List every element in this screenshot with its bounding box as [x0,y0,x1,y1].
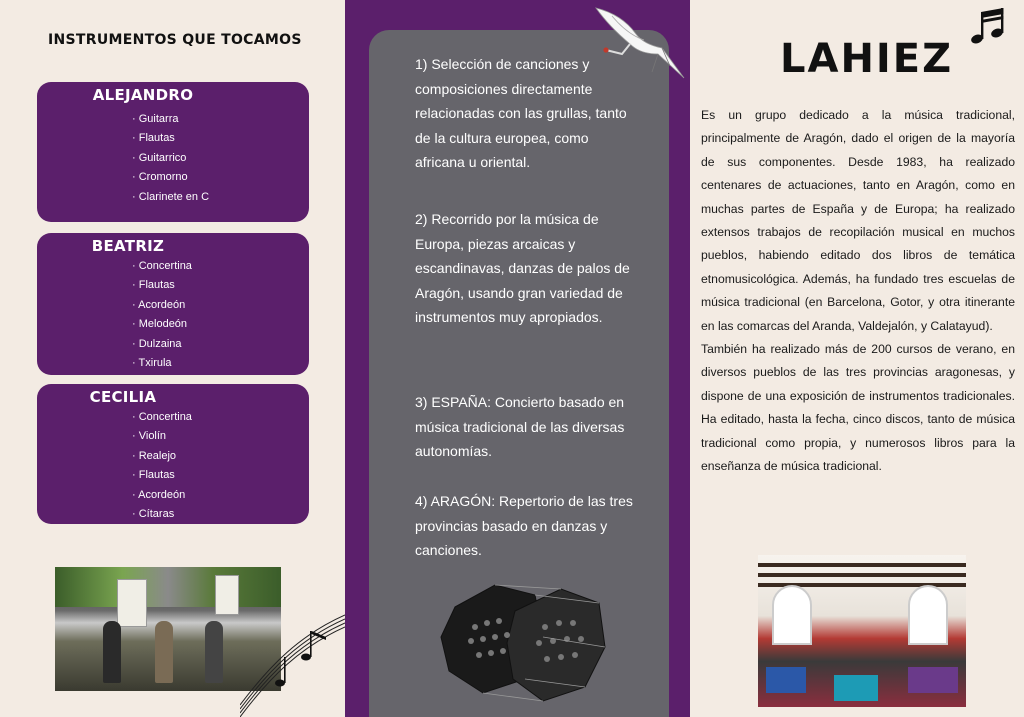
member-card-alejandro [37,82,309,222]
description-paragraph: Es un grupo dedicado a la música tradicional, principalmente de Aragón, dado el origen de la mayoría de sus componentes. Desde 1983, ha realizado centenares de actuaciones, tanto en Aragón, como en muchas partes de España y de Europa; ha realizado extensos trabajos de recopilación musical en muchos pueblos, habiendo editado dos libros de temática etnomusicológica. Además, ha fundado tres escuelas de música tradicional (en Barcelona, Gotor, y otra itinerante en las comarcas del Aranda, Valdejalón, y Calatayud). [701,108,1015,333]
exhibition-photo [758,555,966,707]
list-item: · Guitarra [132,110,209,129]
list-item: · Flautas [132,466,192,485]
member-card-beatriz [37,233,309,375]
right-panel [690,0,1024,717]
left-panel [0,0,345,717]
list-item: · Acordeón [132,296,192,315]
list-item: · Melodeón [132,315,192,334]
list-item: · Guitarrico [132,149,209,168]
list-item: · Concertina [132,408,192,427]
list-item: · Flautas [132,129,209,148]
crane-icon [592,2,687,82]
list-item: · Clarinete en C [132,188,209,207]
list-item: · Acordeón [132,486,192,505]
list-item: · Txirula [132,354,192,373]
instrument-list [132,408,192,524]
member-name: ALEJANDRO [92,86,194,104]
instruments-title: INSTRUMENTOS QUE TOCAMOS [48,32,302,48]
list-item: · Realejo [132,447,192,466]
program-item-4: 4) ARAGÓN: Repertorio de las tres provincias basado en danzas y canciones. [415,493,633,558]
program-item-1: 1) Selección de canciones y composiciones directamente relacionadas con las grullas, tanto de la cultura europea, como africana u oriental. [415,56,627,170]
member-name: CECILIA [89,388,157,406]
list-item: · Cromorno [132,168,209,187]
list-item: · Violín [132,427,192,446]
instrument-list [132,110,209,207]
list-item: · Dulzaina [132,335,192,354]
description-paragraph: También ha realizado más de 200 cursos de verano, en diversos pueblos de las tres provincias aragonesas, y dispone de una exposición de instrumentos tradicionales. Ha editado, hasta la fecha, cinco discos, tanto de música tradicional como propia, y numerosos libros para la enseñanza de música tradicional. [701,342,1015,474]
member-card-cecilia [37,384,309,524]
list-item: · Concertina [132,257,192,276]
music-notes-icon [968,6,1008,46]
list-item: · Cítaras [132,505,192,524]
instrument-list [132,257,192,373]
program-item-2: 2) Recorrido por la música de Europa, piezas arcaicas y escandinavas, danzas de palos de Aragón, usando gran variedad de instrumentos muy apropiados. [415,211,630,325]
group-title: LAHIEZ [780,36,954,82]
middle-panel [345,0,690,717]
group-description [701,104,1015,479]
concertina-icon [435,567,610,717]
music-notes-icon [240,595,345,717]
list-item: · Flautas [132,276,192,295]
program-item-3: 3) ESPAÑA: Concierto basado en música tradicional de las diversas autonomías. [415,394,625,459]
member-name: BEATRIZ [91,237,165,255]
